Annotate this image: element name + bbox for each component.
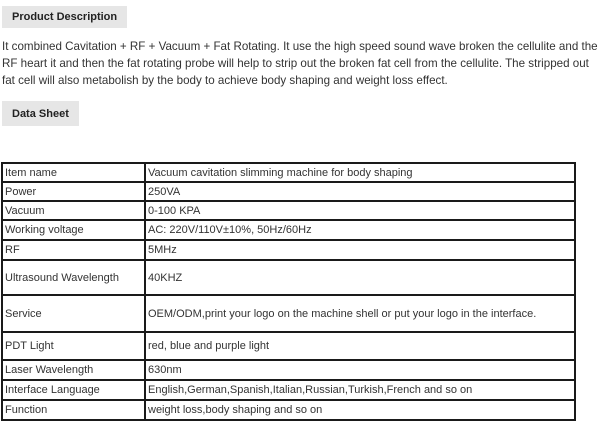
row-value: English,German,Spanish,Italian,Russian,Turkish,French and so on: [145, 380, 575, 400]
row-label: Laser Wavelength: [2, 360, 145, 380]
row-label: RF: [2, 240, 145, 260]
product-description-heading-label: Product Description: [12, 11, 118, 23]
row-value: 0-100 KPA: [145, 201, 575, 220]
table-row: [2, 400, 575, 420]
table-row: [2, 295, 575, 332]
data-sheet-table: [1, 162, 576, 421]
row-label: Item name: [2, 163, 145, 182]
table-row: [2, 182, 575, 201]
table-row: [2, 220, 575, 240]
row-label: Function: [2, 400, 145, 420]
table-row: [2, 380, 575, 400]
row-label: PDT Light: [2, 332, 145, 360]
row-value: 5MHz: [145, 240, 575, 260]
table-row: [2, 201, 575, 220]
row-value: 630nm: [145, 360, 575, 380]
row-value: AC: 220V/110V±10%, 50Hz/60Hz: [145, 220, 575, 240]
row-label: Interface Language: [2, 380, 145, 400]
table-row: [2, 240, 575, 260]
row-label: Ultrasound Wavelength: [2, 260, 145, 295]
product-description-text: It combined Cavitation + RF + Vacuum + Fat Rotating. It use the high speed sound wave broken the cellulite and the RF heart it and then the fat rotating probe will help to strip out the broken fat cell from the cellulite. The stripped out fat cell will also metabolish by the body to achieve body shaping and weight loss effect.: [2, 40, 598, 87]
data-sheet-heading: [2, 101, 79, 126]
row-label: Vacuum: [2, 201, 145, 220]
row-label: Service: [2, 295, 145, 332]
row-label: Working voltage: [2, 220, 145, 240]
row-value: weight loss,body shaping and so on: [145, 400, 575, 420]
row-value: 250VA: [145, 182, 575, 201]
product-description-heading: [2, 6, 127, 28]
row-value: red, blue and purple light: [145, 332, 575, 360]
table-row: [2, 163, 575, 182]
table-row: [2, 360, 575, 380]
table-row: [2, 260, 575, 295]
row-value: OEM/ODM,print your logo on the machine shell or put your logo in the interface.: [145, 295, 575, 332]
data-sheet-heading-label: Data Sheet: [12, 107, 69, 120]
row-label: Power: [2, 182, 145, 201]
table-row: [2, 332, 575, 360]
row-value: 40KHZ: [145, 260, 575, 295]
row-value: Vacuum cavitation slimming machine for body shaping: [145, 163, 575, 182]
